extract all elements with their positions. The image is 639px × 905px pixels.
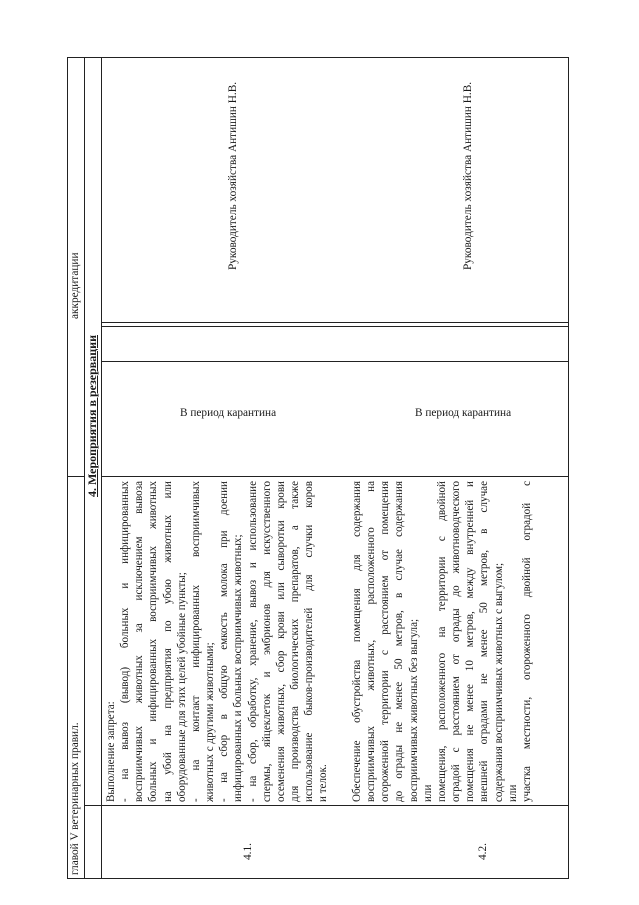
row-period: В период карантина bbox=[180, 407, 277, 419]
row-activity-line: на убой на предприятия по убою животных или bbox=[161, 481, 174, 802]
bottom-border bbox=[568, 57, 569, 879]
col-divider-number bbox=[84, 805, 101, 806]
row-activity-line: или bbox=[421, 784, 434, 802]
row-number: 4.1. bbox=[242, 843, 254, 860]
col-divider-period bbox=[101, 326, 568, 327]
row-activity-line: содержания восприимчивых животных с выгулом; bbox=[492, 562, 505, 802]
row-activity-line: Выполнение запрета: bbox=[105, 701, 117, 802]
top-row-left-text: главой V ветеринарных правил. bbox=[69, 722, 81, 875]
col-divider-number bbox=[101, 805, 568, 806]
row-activity-line: восприимчивых животных, расположенного на bbox=[365, 481, 378, 802]
row-activity-line: инфицированных и больных восприимчивых животных; bbox=[232, 534, 245, 802]
row-activity-line: для производства биологических препаратов, а также bbox=[289, 481, 302, 802]
row-activity-line: помещения, расположенного на территории с двойной bbox=[435, 481, 448, 802]
row-activity-line: - на сбор в общую емкость молока при доении bbox=[218, 481, 231, 802]
row-activity-line: осеменения животных, сбор крови или сыворотки крови bbox=[274, 481, 287, 802]
row-activity-text bbox=[350, 481, 534, 802]
row-activity-line: - на сбор, обработку, хранение, вывоз и использование bbox=[246, 481, 259, 802]
right-border bbox=[67, 57, 568, 58]
col-divider-activity bbox=[101, 476, 568, 477]
row-activity-line: внешней оградами не менее 50 метров, в случае bbox=[478, 481, 491, 802]
row-activity-line: спермы, яйцеклеток и эмбрионов для искусственного bbox=[260, 481, 273, 802]
top-row-right-text: аккредитации bbox=[69, 252, 81, 319]
row-activity-line: огороженной территории с расстоянием от помещения bbox=[379, 481, 392, 802]
row-activity-line: и телок. bbox=[317, 764, 330, 802]
row-responsible: Руководитель хозяйства Антишин Н.В. bbox=[227, 81, 239, 270]
row-activity-text bbox=[104, 481, 331, 802]
row-responsible: Руководитель хозяйства Антишин Н.В. bbox=[462, 81, 474, 270]
section-row-divider bbox=[101, 57, 102, 879]
row-activity-line: использование быков-производителей для случки коров bbox=[303, 481, 316, 802]
row-number: 4.2. bbox=[477, 843, 489, 860]
row-divider bbox=[101, 361, 568, 362]
col-divider-responsible bbox=[101, 322, 568, 323]
row-activity-line: больных и инфицированных восприимчивых животных bbox=[147, 481, 160, 802]
row-activity-line: животных с другими животными; bbox=[204, 642, 217, 802]
row-activity-line: восприимчивых животных без выгула; bbox=[407, 618, 420, 802]
row-activity-line: оборудованные для этих целей убойные пункты; bbox=[175, 572, 188, 802]
section-title: 4. Мероприятия в резервации bbox=[85, 335, 99, 497]
col-divider-activity bbox=[67, 476, 84, 477]
row-activity-line: или bbox=[506, 784, 519, 802]
row-activity-line: оградой с расстоянием от ограды до животноводческого bbox=[450, 481, 463, 802]
row-activity-line: Обеспечение обустройства помещения для содержания bbox=[351, 481, 363, 802]
left-border bbox=[67, 878, 568, 879]
row-activity-line: участка местности, огороженного двойной оградой с bbox=[520, 481, 533, 802]
row-activity-line: восприимчивых животных за исключением вывоза bbox=[133, 481, 146, 802]
row-activity-line: до ограды не менее 50 метров, в случае содержания bbox=[393, 481, 406, 802]
row-activity-line: - на вывоз (вывод) больных и инфицированных bbox=[119, 481, 132, 802]
row-period: В период карантина bbox=[415, 407, 512, 419]
row-activity-line: помещения не менее 10 метров, между внутренней и bbox=[464, 481, 477, 802]
row-activity-line: - на контакт инфицированных восприимчивых bbox=[189, 481, 202, 802]
